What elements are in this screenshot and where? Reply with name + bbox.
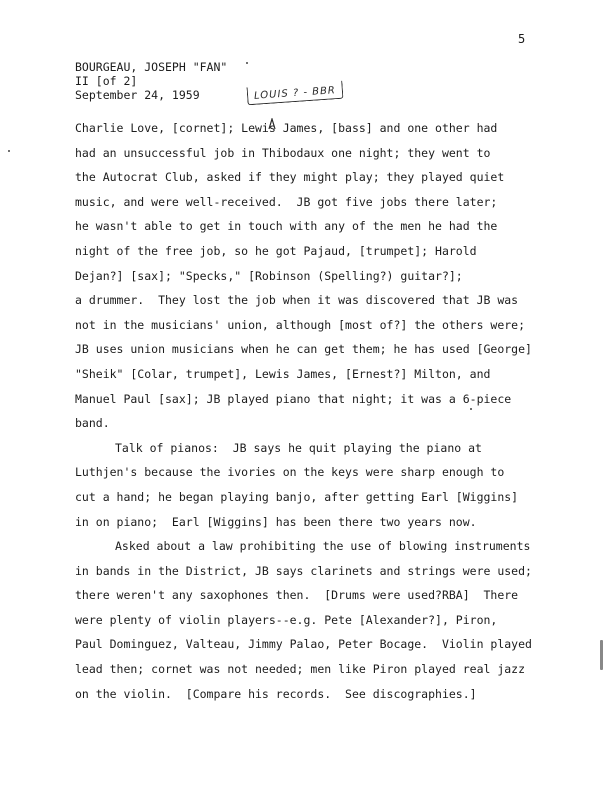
text-line: "Sheik" [Colar, trumpet], Lewis James, [Ernest?] Milton, and <box>75 366 491 381</box>
text-line: the Autocrat Club, asked if they might play; they played quiet <box>75 170 505 185</box>
text-line: lead then; cornet was not needed; men like Piron played real jazz <box>75 662 526 677</box>
scan-speck <box>246 62 248 64</box>
text-line: night of the free job, so he got Pajaud, [trumpet]; Harold <box>75 243 477 258</box>
text-line: Luthjen's because the ivories on the keys were sharp enough to <box>75 465 505 480</box>
text-line: band. <box>75 416 110 431</box>
text-line: in bands in the District, JB says clarinets and strings were used; <box>75 563 532 578</box>
scan-speck <box>8 150 10 152</box>
text-line: Charlie Love, [cornet]; Lewis James, [bass] and one other had <box>75 121 498 135</box>
text-line: Talk of pianos: JB says he quit playing the piano at <box>115 440 482 455</box>
paragraph-1 <box>75 116 575 436</box>
page-number: 5 <box>518 32 526 46</box>
scan-speck <box>600 640 603 670</box>
text-line: had an unsuccessful job in Thibodaux one night; they went to <box>75 145 491 160</box>
text-line: music, and were well-received. JB got five jobs there later; <box>75 194 498 209</box>
text-line: Paul Dominguez, Valteau, Jimmy Palao, Peter Bocage. Violin played <box>75 637 532 652</box>
transcript-body <box>75 116 575 706</box>
text-line: Asked about a law prohibiting the use of blowing instruments <box>115 539 531 554</box>
handwritten-annotation: LOUIS ? - BBR <box>246 81 343 106</box>
text-line: JB uses union musicians when he can get them; he has used [George] <box>75 342 532 357</box>
text-line: Manuel Paul [sax]; JB played piano that night; it was a 6-piece <box>75 391 512 406</box>
text-line: were plenty of violin players--e.g. Pete [Alexander?], Piron, <box>75 612 498 627</box>
text-line: there weren't any saxophones then. [Drums were used?RBA] There <box>75 588 519 603</box>
header-reel: II [of 2] <box>75 74 138 88</box>
document-header <box>75 60 227 102</box>
header-date: September 24, 1959 <box>75 88 200 102</box>
text-line: Dejan?] [sax]; "Specks," [Robinson (Spelling?) guitar?]; <box>75 268 463 283</box>
text-line: on the violin. [Compare his records. See discographies.] <box>75 686 477 701</box>
header-subject: BOURGEAU, JOSEPH "FAN" <box>75 60 228 74</box>
text-line: a drummer. They lost the job when it was discovered that JB was <box>75 293 519 308</box>
text-line: not in the musicians' union, although [most of?] the others were; <box>75 317 526 332</box>
paragraph-3 <box>75 534 575 706</box>
paragraph-2 <box>75 436 575 534</box>
text-line: in on piano; Earl [Wiggins] has been there two years now. <box>75 514 477 529</box>
text-line: cut a hand; he began playing banjo, after getting Earl [Wiggins] <box>75 489 519 504</box>
text-line: he wasn't able to get in touch with any of the men he had the <box>75 219 498 234</box>
